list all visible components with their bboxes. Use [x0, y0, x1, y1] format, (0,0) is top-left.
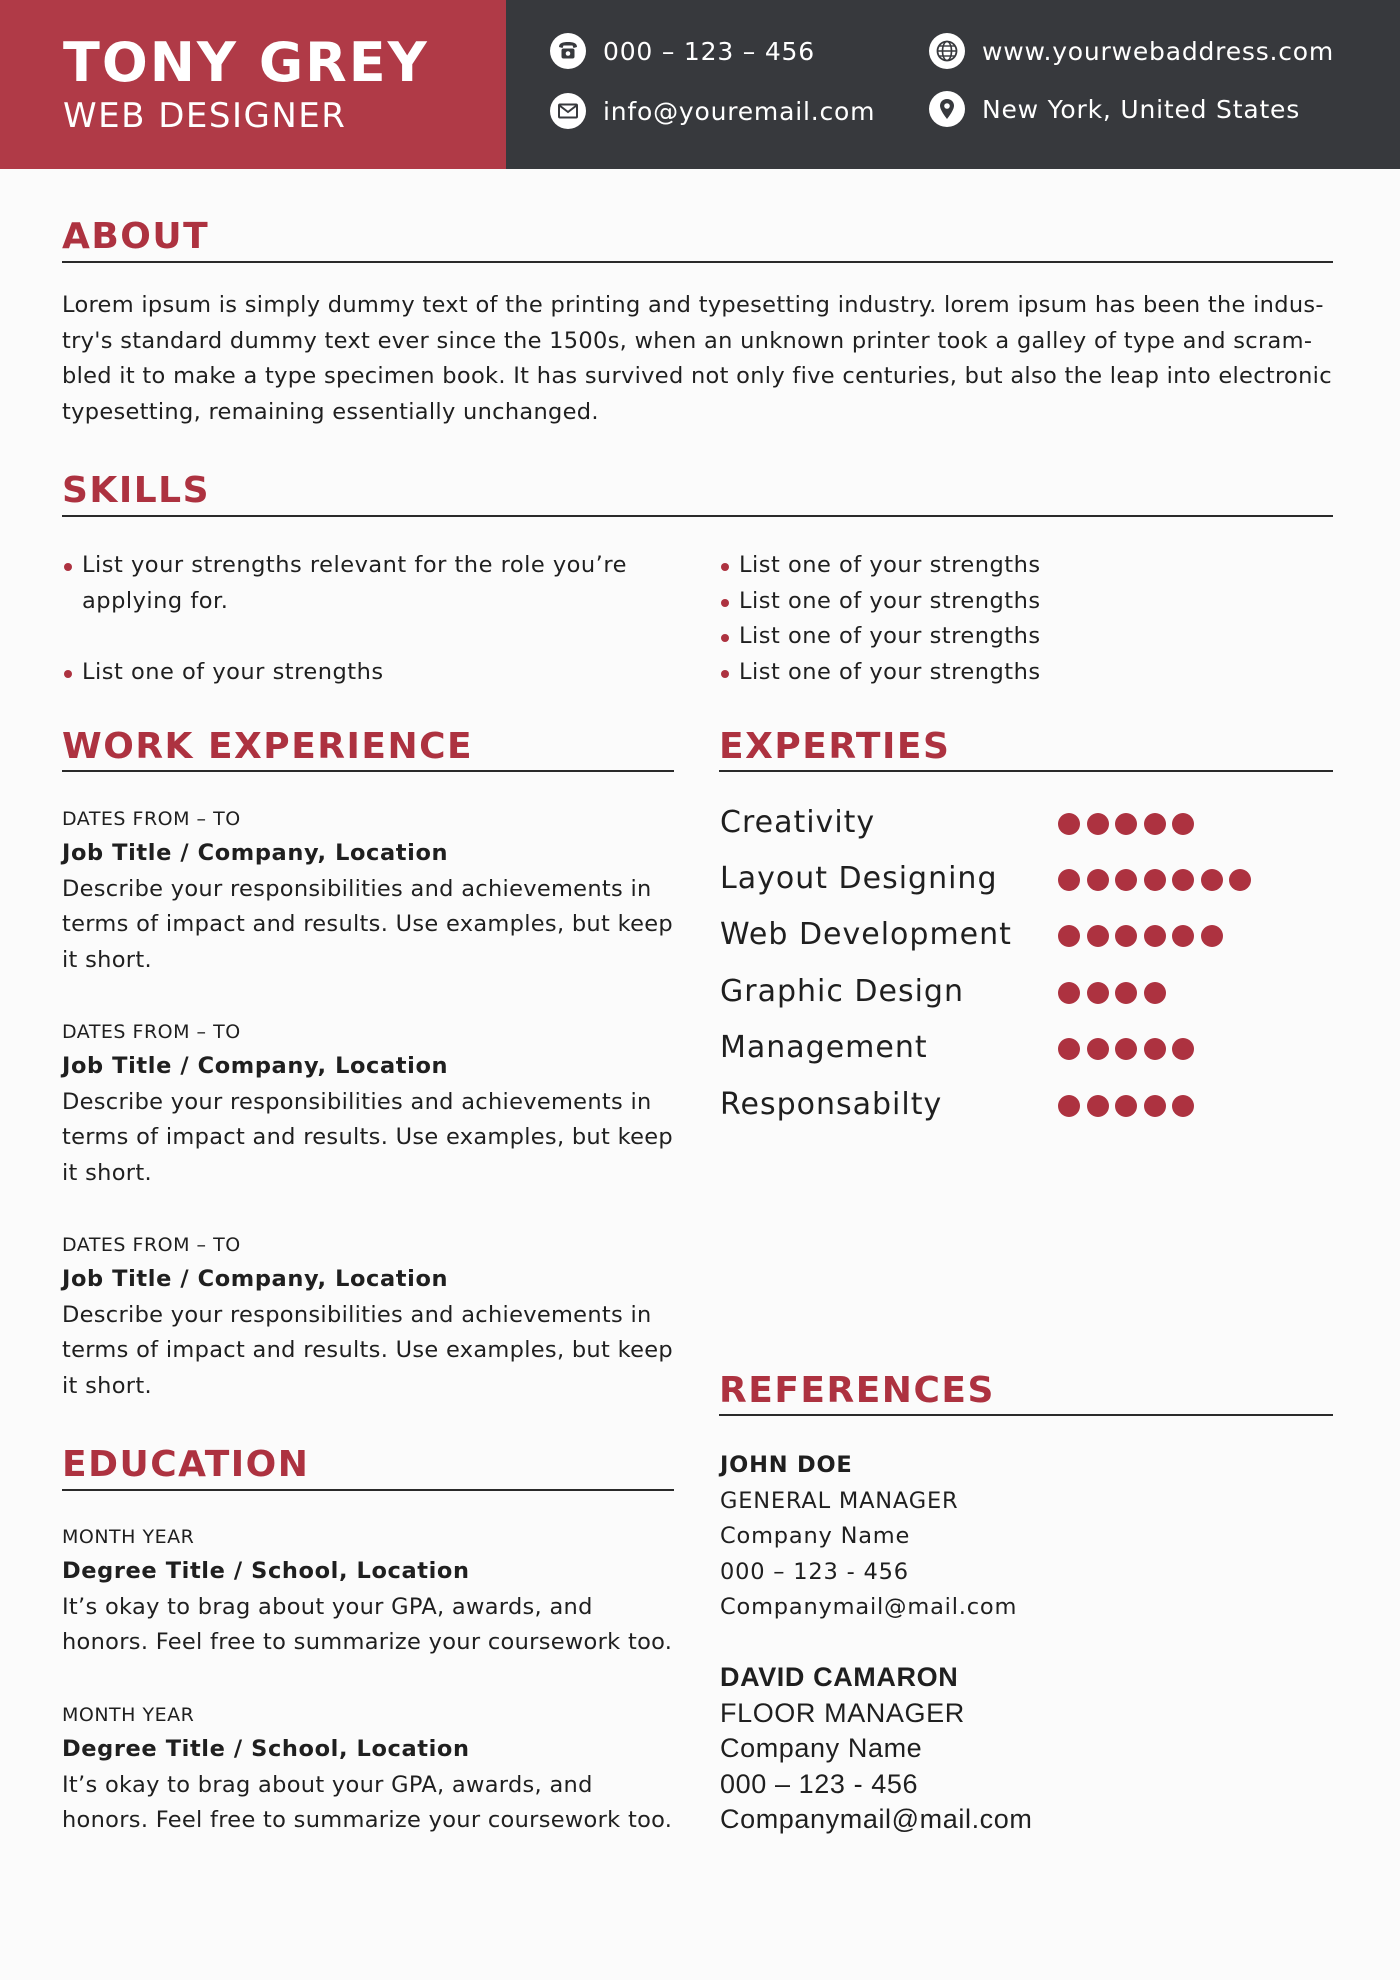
rating-dot: [1115, 813, 1137, 835]
rating-dot: [1144, 1038, 1166, 1060]
work-entry: [62, 802, 702, 978]
rating-dot: [1087, 982, 1109, 1004]
rating-dot: [1144, 869, 1166, 891]
education-date: MONTH YEAR: [62, 1704, 195, 1726]
about-line: typesetting, remaining essentially unchanged.: [62, 398, 599, 425]
work-desc-line: it short.: [62, 1372, 152, 1399]
rating-dot: [1058, 1038, 1080, 1060]
reference-entry: [720, 1448, 1017, 1626]
rating-dot: [1172, 813, 1194, 835]
skill-item: List your strengths relevant for the role you’re applying for.: [62, 548, 682, 619]
education-heading: EDUCATION: [62, 1444, 310, 1485]
expertise-label: Layout Designing: [720, 861, 998, 896]
skills-list-left: [62, 548, 682, 690]
rating-dot: [1058, 1095, 1080, 1117]
work-desc-line: terms of impact and results. Use examples, but keep: [62, 1337, 673, 1363]
rating-dot: [1115, 982, 1137, 1004]
candidate-name: TONY GREY: [63, 31, 429, 94]
work-dates: DATES FROM – TO: [62, 1234, 241, 1256]
expertise-row: [720, 803, 1340, 843]
contact-phone: [550, 33, 815, 69]
rating-dot: [1201, 869, 1223, 891]
education-title: Degree Title / School, Location: [62, 1558, 470, 1584]
location-pin-icon: [929, 91, 965, 127]
expertise-row: [720, 859, 1340, 899]
reference-phone: 000 – 123 - 456: [720, 1768, 919, 1799]
education-divider: [62, 1489, 674, 1491]
expertise-divider: [719, 770, 1333, 772]
rating-dot: [1172, 925, 1194, 947]
skill-item: List one of your strengths: [719, 584, 1339, 620]
expertise-label: Management: [720, 1030, 928, 1065]
website-text[interactable]: www.yourwebaddress.com: [982, 36, 1335, 66]
rating-dot: [1229, 869, 1251, 891]
work-desc-line: terms of impact and results. Use examples, but keep: [62, 1124, 673, 1150]
rating-dot: [1087, 1038, 1109, 1060]
education-date: MONTH YEAR: [62, 1526, 195, 1548]
rating-dot: [1144, 1095, 1166, 1117]
rating-dot: [1087, 925, 1109, 947]
skills-divider: [62, 515, 1333, 517]
name-block: [0, 0, 506, 169]
work-title: Job Title / Company, Location: [62, 840, 449, 866]
email-text[interactable]: info@youremail.com: [603, 96, 876, 126]
reference-position: FLOOR MANAGER: [720, 1697, 965, 1728]
about-heading: ABOUT: [62, 216, 210, 257]
work-entry: [62, 1015, 702, 1191]
work-desc-line: it short.: [62, 946, 152, 973]
skill-item: List one of your strengths: [719, 619, 1339, 655]
rating-dot: [1144, 925, 1166, 947]
rating-dot: [1087, 869, 1109, 891]
work-heading: WORK EXPERIENCE: [62, 726, 474, 767]
about-divider: [62, 261, 1333, 263]
rating-dot: [1087, 1095, 1109, 1117]
about-line: try's standard dummy text ever since the 1500s, when an unknown printer took a galley of type and scram-: [62, 327, 1313, 354]
rating-dot: [1058, 813, 1080, 835]
rating-dot: [1058, 925, 1080, 947]
expertise-row: [720, 1085, 1340, 1125]
education-entry: [62, 1698, 702, 1839]
candidate-role: WEB DESIGNER: [63, 96, 347, 136]
about-line: Lorem ipsum is simply dummy text of the printing and typesetting industry. lorem ipsum has been the indus-: [62, 292, 1324, 318]
education-title: Degree Title / School, Location: [62, 1736, 470, 1762]
globe-icon: [929, 33, 965, 69]
rating-dot: [1201, 925, 1223, 947]
contact-website[interactable]: [929, 33, 1334, 69]
location-text: New York, United States: [982, 94, 1301, 124]
reference-name: DAVID CAMARON: [720, 1662, 959, 1692]
education-entry: [62, 1520, 702, 1661]
rating-dot: [1172, 869, 1194, 891]
rating-dot: [1115, 1095, 1137, 1117]
reference-name: JOHN DOE: [720, 1452, 853, 1478]
references-divider: [719, 1414, 1333, 1416]
expertise-row: [720, 915, 1340, 955]
expertise-heading: EXPERTIES: [719, 726, 951, 767]
skill-item: List one of your strengths: [719, 655, 1339, 691]
references-heading: REFERENCES: [719, 1370, 995, 1411]
work-dates: DATES FROM – TO: [62, 808, 241, 830]
rating-dot: [1144, 982, 1166, 1004]
work-desc-line: Describe your responsibilities and achievements in: [62, 875, 652, 902]
work-divider: [62, 770, 674, 772]
work-title: Job Title / Company, Location: [62, 1053, 449, 1079]
work-desc-line: Describe your responsibilities and achievements in: [62, 1088, 652, 1115]
reference-company: Company Name: [720, 1733, 923, 1763]
about-text: [62, 288, 1352, 430]
work-desc-line: Describe your responsibilities and achievements in: [62, 1301, 652, 1328]
skills-list-right: [719, 548, 1339, 690]
reference-email[interactable]: Companymail@mail.com: [720, 1594, 1018, 1620]
rating-dot: [1172, 1095, 1194, 1117]
work-entry: [62, 1228, 702, 1404]
education-desc-line: honors. Feel free to summarize your coursework too.: [62, 1629, 673, 1655]
phone-icon: [550, 33, 586, 69]
work-desc-line: terms of impact and results. Use examples, but keep: [62, 911, 673, 937]
rating-dot: [1115, 869, 1137, 891]
work-desc-line: it short.: [62, 1159, 152, 1186]
phone-text: 000 – 123 – 456: [603, 36, 815, 66]
rating-dot: [1115, 925, 1137, 947]
contact-email[interactable]: [550, 93, 875, 129]
reference-company: Company Name: [720, 1523, 911, 1549]
skills-heading: SKILLS: [62, 470, 211, 511]
rating-dot: [1115, 1038, 1137, 1060]
reference-entry: [720, 1660, 1032, 1838]
about-line: bled it to make a type specimen book. It has survived not only five centuries, but also the leap into electronic: [62, 363, 1332, 389]
contact-block: [506, 0, 1400, 169]
expertise-label: Graphic Design: [720, 974, 964, 1009]
work-title: Job Title / Company, Location: [62, 1266, 449, 1292]
mail-icon: [550, 93, 586, 129]
education-desc-line: It’s okay to brag about your GPA, awards, and: [62, 1593, 593, 1620]
skill-item: List one of your strengths: [62, 655, 682, 691]
expertise-label: Responsabilty: [720, 1087, 943, 1122]
rating-dot: [1058, 982, 1080, 1004]
expertise-row: [720, 1028, 1340, 1068]
contact-location: [929, 91, 1300, 127]
reference-email[interactable]: Companymail@mail.com: [720, 1804, 1033, 1834]
resume-header: [0, 0, 1400, 169]
rating-dot: [1172, 1038, 1194, 1060]
education-desc-line: It’s okay to brag about your GPA, awards, and: [62, 1771, 593, 1798]
expertise-label: Web Development: [720, 917, 1012, 952]
reference-position: GENERAL MANAGER: [720, 1487, 959, 1514]
rating-dot: [1087, 813, 1109, 835]
reference-phone: 000 – 123 - 456: [720, 1558, 909, 1585]
rating-dot: [1058, 869, 1080, 891]
education-desc-line: honors. Feel free to summarize your coursework too.: [62, 1807, 673, 1833]
expertise-row: [720, 972, 1340, 1012]
work-dates: DATES FROM – TO: [62, 1021, 241, 1043]
skill-item: List one of your strengths: [719, 548, 1339, 584]
rating-dot: [1144, 813, 1166, 835]
expertise-label: Creativity: [720, 805, 876, 840]
